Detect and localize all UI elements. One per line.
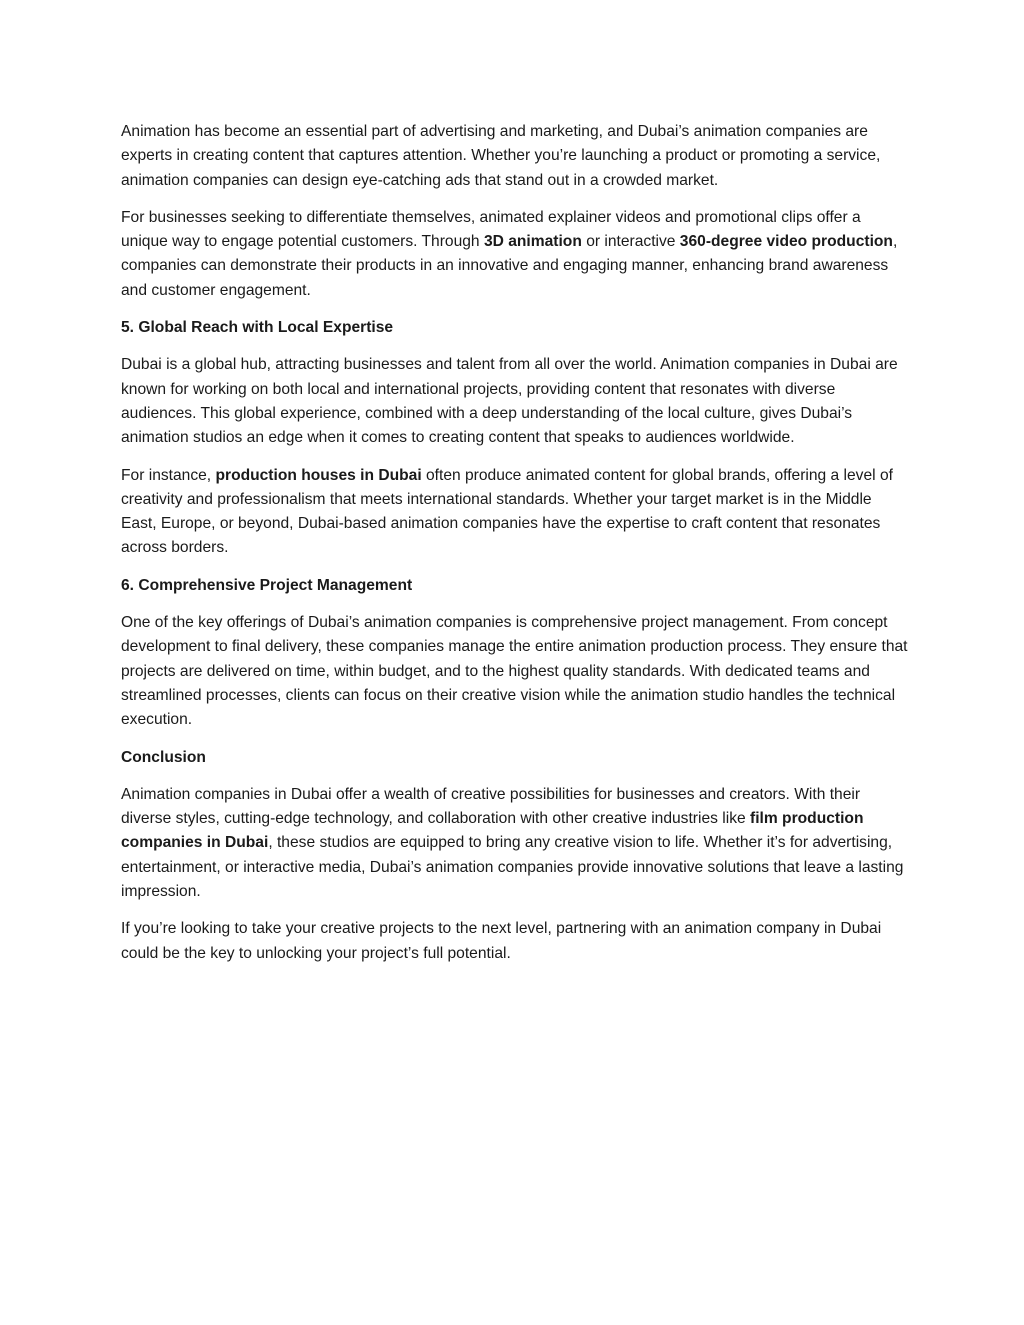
bold-production-houses-in-dubai: production houses in Dubai [215,466,422,484]
paragraph-production-houses [121,464,911,561]
paragraph-text: Animation companies in Dubai offer a wealth of creative possibilities for businesses and creators. With their diverse styles, cutting-edge technology, and collaboration with other creative industries like [121,785,861,828]
paragraph-project-management: One of the key offerings of Dubai’s animation companies is comprehensive project management. From concept development to final delivery, these companies manage the entire animation production process. They ensure that projects are delivered on time, within budget, and to the highest quality standards. With dedicated teams and streamlined processes, clients can focus on their creative vision while the animation studio handles the technical execution. [121,614,908,729]
paragraph-text: , companies can demonstrate their products in an innovative and engaging manner, enhancing brand awareness and customer engagement. [121,233,898,299]
paragraph-closing: If you’re looking to take your creative projects to the next level, partnering with an animation company in Dubai could be the key to unlocking your project’s full potential. [121,920,882,962]
heading-project-management: 6. Comprehensive Project Management [121,576,413,594]
paragraph-conclusion [121,783,911,904]
paragraph-global-hub: Dubai is a global hub, attracting businesses and talent from all over the world. Animation companies in Dubai are known for working on both local and international projects, providing content that resonates with diverse audiences. This global experience, combined with a deep understanding of the local culture, gives Dubai’s animation studios an edge when it comes to creating content that speaks to audiences worldwide. [121,356,898,447]
paragraph-text: often produce animated content for global brands, offering a level of creativity and professionalism that meets international standards. Whether your target market is in the Middle East, Europe, or beyond, Dubai-based animation companies have the expertise to craft content that resonates across borders. [121,466,893,557]
paragraph-text: For instance, [121,466,216,484]
paragraph-text: or interactive [581,233,680,251]
paragraph-explainer-videos [121,206,911,303]
paragraph-text: , these studios are equipped to bring any creative vision to life. Whether it’s for advertising, entertainment, or interactive media, Dubai’s animation companies provide innovative solutions that leave a lasting impression. [121,834,904,901]
paragraph-text: For businesses seeking to differentiate themselves, animated explainer videos and promotional clips offer a unique way to engage potential customers. Through [121,208,861,251]
bold-film-production-companies: film production companies in Dubai [121,810,864,852]
paragraph-advertising: Animation has become an essential part of advertising and marketing, and Dubai’s animation companies are experts in creating content that captures attention. Whether you’re launching a product or promoting a service, animation companies can design eye-catching ads that stand out in a crowded market. [121,123,881,189]
bold-360-degree-video-production: 360-degree video production [679,233,893,251]
heading-conclusion: Conclusion [121,748,206,766]
heading-global-reach: 5. Global Reach with Local Expertise [121,319,394,337]
document-page [121,120,911,979]
bold-3d-animation: 3D animation [483,233,582,251]
